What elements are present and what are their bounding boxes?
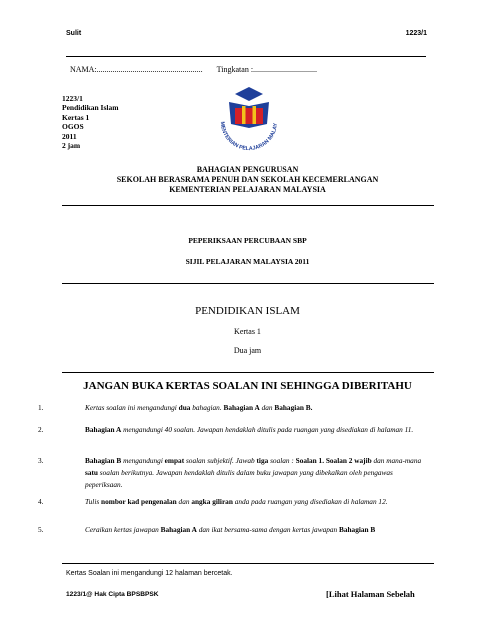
meta-subject: Pendidikan Islam xyxy=(62,103,119,113)
instruction-emphasis: satu xyxy=(85,468,98,477)
instruction-emphasis: Bahagian B xyxy=(85,456,122,465)
instruction-fragment: anda pada ruangan yang disediakan di halaman 12. xyxy=(232,497,388,506)
footer-next-page: [Lihat Halaman Sebelah xyxy=(326,589,415,599)
instruction-text xyxy=(85,455,425,491)
instruction-text xyxy=(85,524,425,536)
meta-code: 1223/1 xyxy=(62,94,83,103)
instruction-fragment: bahagian. xyxy=(190,403,224,412)
instruction-text xyxy=(85,424,425,436)
instruction-number: 5. xyxy=(38,525,44,534)
bahagian-line-1: BAHAGIAN PENGURUSAN xyxy=(196,165,299,174)
instruction-fragment: dan ikat bersama-sama dengan kertas jawapan xyxy=(196,525,339,534)
kpm-logo xyxy=(213,84,285,156)
header-code: 1223/1 xyxy=(405,30,427,37)
footer-divider xyxy=(62,563,434,564)
footer-note: Kertas Soalan ini mengandungi 12 halaman bercetak. xyxy=(66,570,233,577)
meta-duration: 2 jam xyxy=(62,141,81,151)
divider-2 xyxy=(62,283,434,284)
instruction-number: 3. xyxy=(38,456,44,465)
tingkatan-label: Tingkatan :................................ xyxy=(216,65,318,74)
paper-label: Kertas 1 xyxy=(234,327,261,336)
instruction-emphasis: Bahagian B. xyxy=(274,403,313,412)
instruction-fragment: mengandungi xyxy=(121,456,165,465)
warning-title: JANGAN BUKA KERTAS SOALAN INI SEHINGGA DIBERITAHU xyxy=(83,380,412,392)
instruction-emphasis: nombor kad pengenalan xyxy=(101,497,177,506)
instruction-emphasis: angka giliran xyxy=(191,497,233,506)
duration-label: Dua jam xyxy=(233,346,262,355)
instruction-number: 1. xyxy=(38,403,44,412)
instruction-fragment: dan mana-mana xyxy=(371,456,422,465)
instruction-emphasis: dua xyxy=(178,403,191,412)
instruction-fragment: Ceraikan kertas jawapan xyxy=(85,525,161,534)
instruction-text xyxy=(85,402,425,414)
divider-1 xyxy=(62,205,434,206)
instruction-text xyxy=(85,496,425,508)
instruction-number: 4. xyxy=(38,497,44,506)
instruction-fragment: dan xyxy=(176,497,192,506)
instruction-emphasis: Soalan 1. Soalan 2 wajib xyxy=(295,456,372,465)
instruction-fragment: Tulis xyxy=(85,497,102,506)
instruction-emphasis: tiga xyxy=(256,456,269,465)
name-field xyxy=(70,65,317,74)
header-divider xyxy=(66,56,426,57)
meta-year: 2011 xyxy=(62,131,77,141)
instruction-fragment: soalan subjektif. Jawab xyxy=(184,456,257,465)
bahagian-line-3: KEMENTERIAN PELAJARAN MALAYSIA xyxy=(169,185,326,194)
subject-title: PENDIDIKAN ISLAM xyxy=(195,305,300,317)
bahagian-line-2: SEKOLAH BERASRAMA PENUH DAN SEKOLAH KECEMERLANGAN xyxy=(116,175,379,184)
divider-3 xyxy=(62,372,434,373)
paper-meta xyxy=(62,94,118,150)
instruction-number: 2. xyxy=(38,425,44,434)
instruction-emphasis: Bahagian A xyxy=(85,425,122,434)
exam-cert: SIJIL PELAJARAN MALAYSIA 2011 xyxy=(185,257,310,266)
instruction-fragment: Kertas soalan ini mengandungi xyxy=(85,403,179,412)
logo-text: MENTERIAN PELAJARAN MALAY xyxy=(218,121,280,153)
footer-code: 1223/1@ Hak Cipta BPSBPSK xyxy=(66,591,159,598)
instruction-fragment: soalan : xyxy=(268,456,296,465)
instruction-emphasis: Bahagian A xyxy=(223,403,260,412)
instruction-emphasis: Bahagian B xyxy=(338,525,376,534)
instruction-emphasis: empat xyxy=(164,456,185,465)
instruction-fragment: mengandungi 40 soalan. Jawapan hendaklah ditulis pada ruangan yang disediakan di halaman 11. xyxy=(121,425,414,434)
nama-label: NAMA:..................................................... xyxy=(70,65,203,74)
instruction-emphasis: Bahagian A xyxy=(160,525,197,534)
header-sulit: Sulit xyxy=(66,30,82,37)
bahagian-block xyxy=(0,165,495,195)
instruction-fragment: dan xyxy=(259,403,275,412)
meta-month: OGOS xyxy=(62,122,84,132)
meta-paper: Kertas 1 xyxy=(62,112,90,122)
exam-title: PEPERIKSAAN PERCUBAAN SBP xyxy=(188,236,307,245)
logo-star-shape xyxy=(235,87,263,101)
instruction-fragment: soalan berikutnya. Jawapan hendaklah ditulis dalam buku jawapan yang dibekalkan oleh pengawas peperiksaan. xyxy=(85,468,393,489)
